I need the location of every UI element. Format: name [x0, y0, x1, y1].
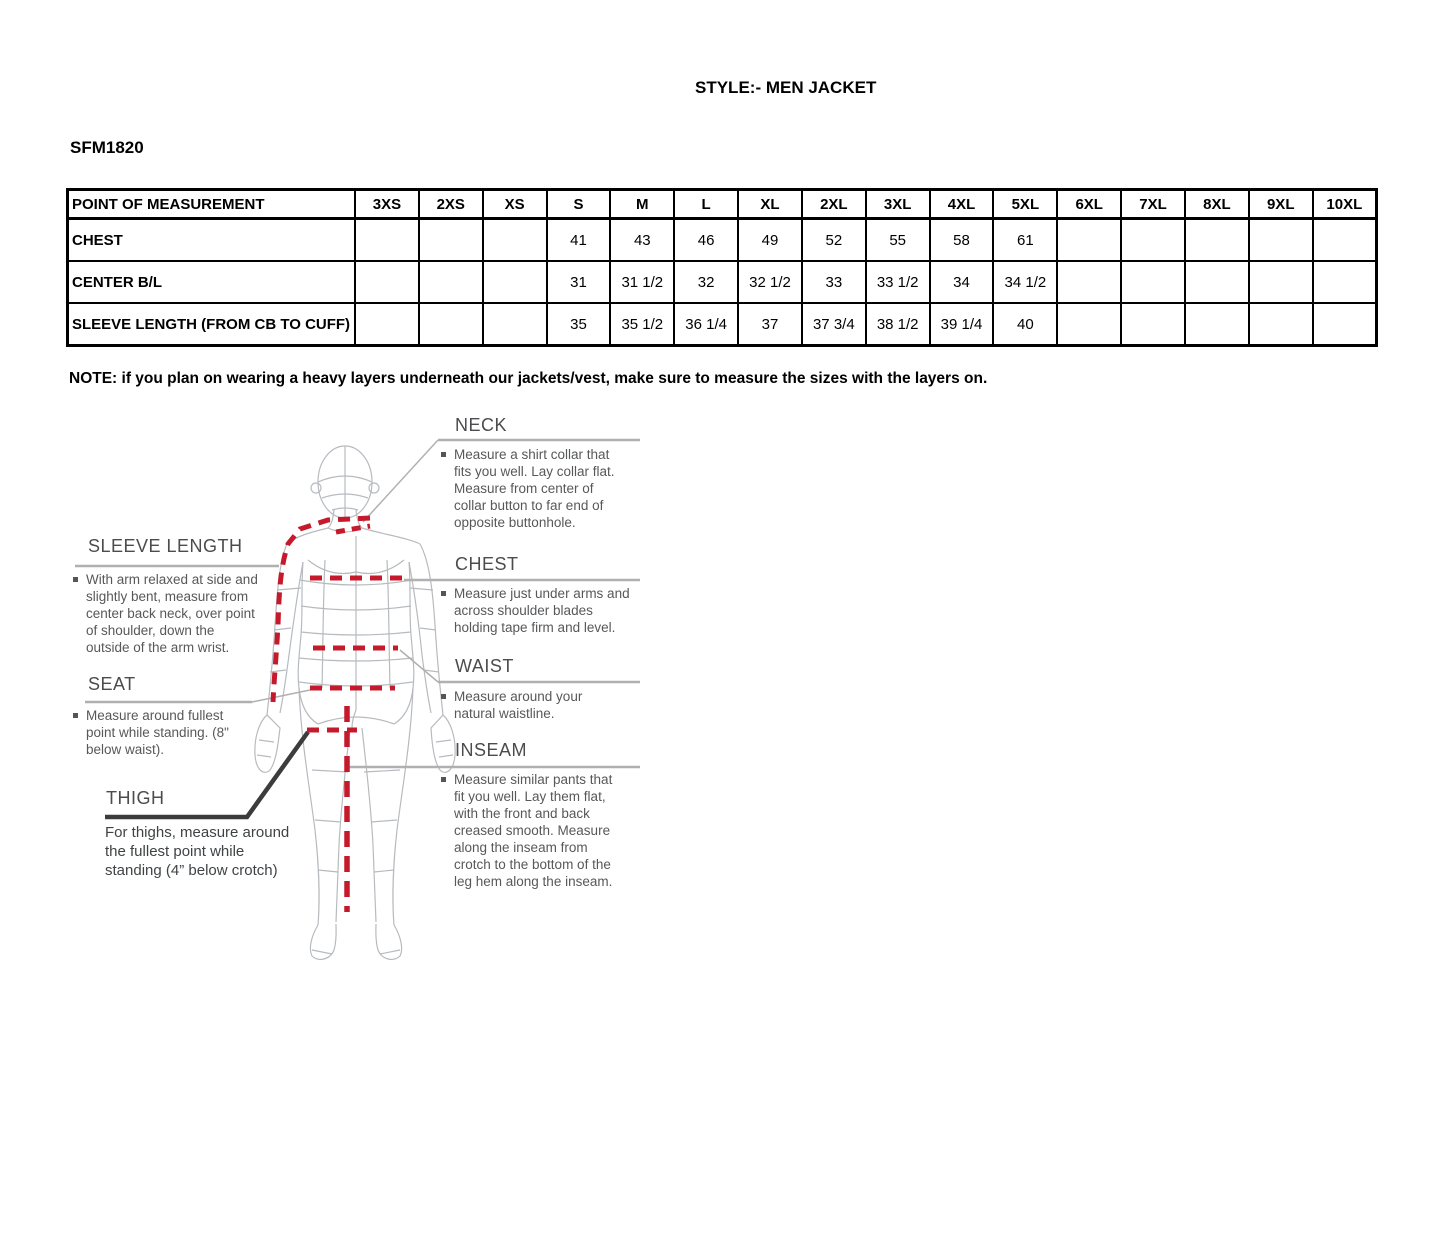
seat-spec: [73, 707, 238, 758]
sleeve-length-spec: [73, 571, 258, 656]
size-cell: [355, 303, 419, 346]
size-cell: 37: [738, 303, 802, 346]
table-row: [68, 303, 1377, 346]
size-cell: [483, 261, 547, 303]
size-table: [66, 188, 1378, 347]
size-cell: 31 1/2: [610, 261, 674, 303]
bullet-icon: [441, 452, 446, 457]
measurement-note: NOTE: if you plan on wearing a heavy layers underneath our jackets/vest, make sure to measure the sizes with the layers on.: [69, 370, 988, 387]
size-cell: [1057, 219, 1121, 262]
chest-heading: CHEST: [455, 554, 519, 574]
sleeve-length-desc: With arm relaxed at side and slightly bent, measure from center back neck, over point of shoulder, down the outside of the arm wrist.: [86, 572, 258, 655]
table-header-row: [68, 190, 1377, 219]
size-cell: 38 1/2: [866, 303, 930, 346]
neck-heading: NECK: [455, 415, 508, 435]
size-cell: [1185, 303, 1249, 346]
bullet-icon: [441, 694, 446, 699]
waist-connector-line: [400, 650, 438, 682]
size-cell: [1121, 261, 1185, 303]
inseam-desc: Measure similar pants that fit you well. Lay them flat, with the front and back creased smooth. Measure along the inseam from crotch to the bottom of the leg hem along the inseam.: [454, 772, 613, 889]
size-cell: 52: [802, 219, 866, 262]
size-cell: 58: [930, 219, 994, 262]
size-cell: [1313, 219, 1377, 262]
size-cell: [419, 303, 483, 346]
size-cell: 33 1/2: [866, 261, 930, 303]
seat-desc: Measure around fullest point while standing. (8" below waist).: [86, 708, 229, 757]
size-cell: [1313, 303, 1377, 346]
size-cell: 34: [930, 261, 994, 303]
col-header-size: XS: [483, 190, 547, 219]
col-header-size: 2XL: [802, 190, 866, 219]
bullet-icon: [73, 577, 78, 582]
col-header-size: 10XL: [1313, 190, 1377, 219]
thigh-desc: For thighs, measure around the fullest point while standing (4” below crotch): [105, 824, 290, 879]
inseam-spec: [441, 771, 626, 890]
size-cell: 36 1/4: [674, 303, 738, 346]
col-header-size: 6XL: [1057, 190, 1121, 219]
size-cell: 43: [610, 219, 674, 262]
size-cell: 35 1/2: [610, 303, 674, 346]
inseam-heading: INSEAM: [455, 740, 528, 760]
size-cell: [1121, 303, 1185, 346]
size-cell: [1057, 261, 1121, 303]
size-cell: 35: [547, 303, 611, 346]
size-cell: [1249, 303, 1313, 346]
neck-desc: Measure a shirt collar that fits you well. Lay collar flat. Measure from center of collar button to far end of opposite buttonhole.: [454, 447, 615, 530]
col-header-size: 9XL: [1249, 190, 1313, 219]
col-header-size: 3XL: [866, 190, 930, 219]
bullet-icon: [441, 777, 446, 782]
size-cell: [1249, 261, 1313, 303]
size-cell: [483, 219, 547, 262]
size-cell: 40: [993, 303, 1057, 346]
table-row: [68, 261, 1377, 303]
row-label: CHEST: [68, 219, 356, 262]
thigh-spec: [105, 823, 305, 880]
size-cell: [419, 219, 483, 262]
size-cell: [1249, 219, 1313, 262]
col-header-size: 5XL: [993, 190, 1057, 219]
neck-connector-line: [363, 440, 438, 522]
sleeve-length-heading: SLEEVE LENGTH: [88, 536, 243, 556]
col-header-point-of-measurement: POINT OF MEASUREMENT: [68, 190, 356, 219]
wireframe-figure-icon: [255, 446, 455, 959]
col-header-size: 3XS: [355, 190, 419, 219]
col-header-size: 2XS: [419, 190, 483, 219]
size-cell: [483, 303, 547, 346]
col-header-size: M: [610, 190, 674, 219]
size-cell: 33: [802, 261, 866, 303]
waist-heading: WAIST: [455, 656, 514, 676]
size-cell: [355, 219, 419, 262]
col-header-size: 7XL: [1121, 190, 1185, 219]
col-header-size: 8XL: [1185, 190, 1249, 219]
col-header-size: XL: [738, 190, 802, 219]
size-cell: [1185, 219, 1249, 262]
size-cell: 32 1/2: [738, 261, 802, 303]
col-header-size: L: [674, 190, 738, 219]
size-cell: 61: [993, 219, 1057, 262]
neck-spec: [441, 446, 619, 531]
bullet-icon: [441, 591, 446, 596]
size-cell: 55: [866, 219, 930, 262]
row-label: CENTER B/L: [68, 261, 356, 303]
table-row: [68, 219, 1377, 262]
size-cell: [1185, 261, 1249, 303]
size-cell: 32: [674, 261, 738, 303]
col-header-size: S: [547, 190, 611, 219]
size-cell: [1057, 303, 1121, 346]
size-cell: [419, 261, 483, 303]
size-cell: [355, 261, 419, 303]
size-cell: 31: [547, 261, 611, 303]
thigh-heading: THIGH: [106, 788, 165, 808]
size-cell: 41: [547, 219, 611, 262]
row-label: SLEEVE LENGTH (FROM CB TO CUFF): [68, 303, 356, 346]
waist-desc: Measure around your natural waistline.: [454, 689, 583, 721]
waist-spec: [441, 688, 611, 722]
page-title: STYLE:- MEN JACKET: [695, 78, 877, 97]
style-code: SFM1820: [70, 138, 144, 157]
chest-desc: Measure just under arms and across shoulder blades holding tape firm and level.: [454, 586, 630, 635]
size-cell: 46: [674, 219, 738, 262]
size-cell: 37 3/4: [802, 303, 866, 346]
chest-spec: [441, 585, 631, 636]
size-cell: 49: [738, 219, 802, 262]
bullet-icon: [73, 713, 78, 718]
size-cell: 39 1/4: [930, 303, 994, 346]
col-header-size: 4XL: [930, 190, 994, 219]
size-cell: [1313, 261, 1377, 303]
size-cell: 34 1/2: [993, 261, 1057, 303]
seat-heading: SEAT: [88, 674, 136, 694]
size-cell: [1121, 219, 1185, 262]
